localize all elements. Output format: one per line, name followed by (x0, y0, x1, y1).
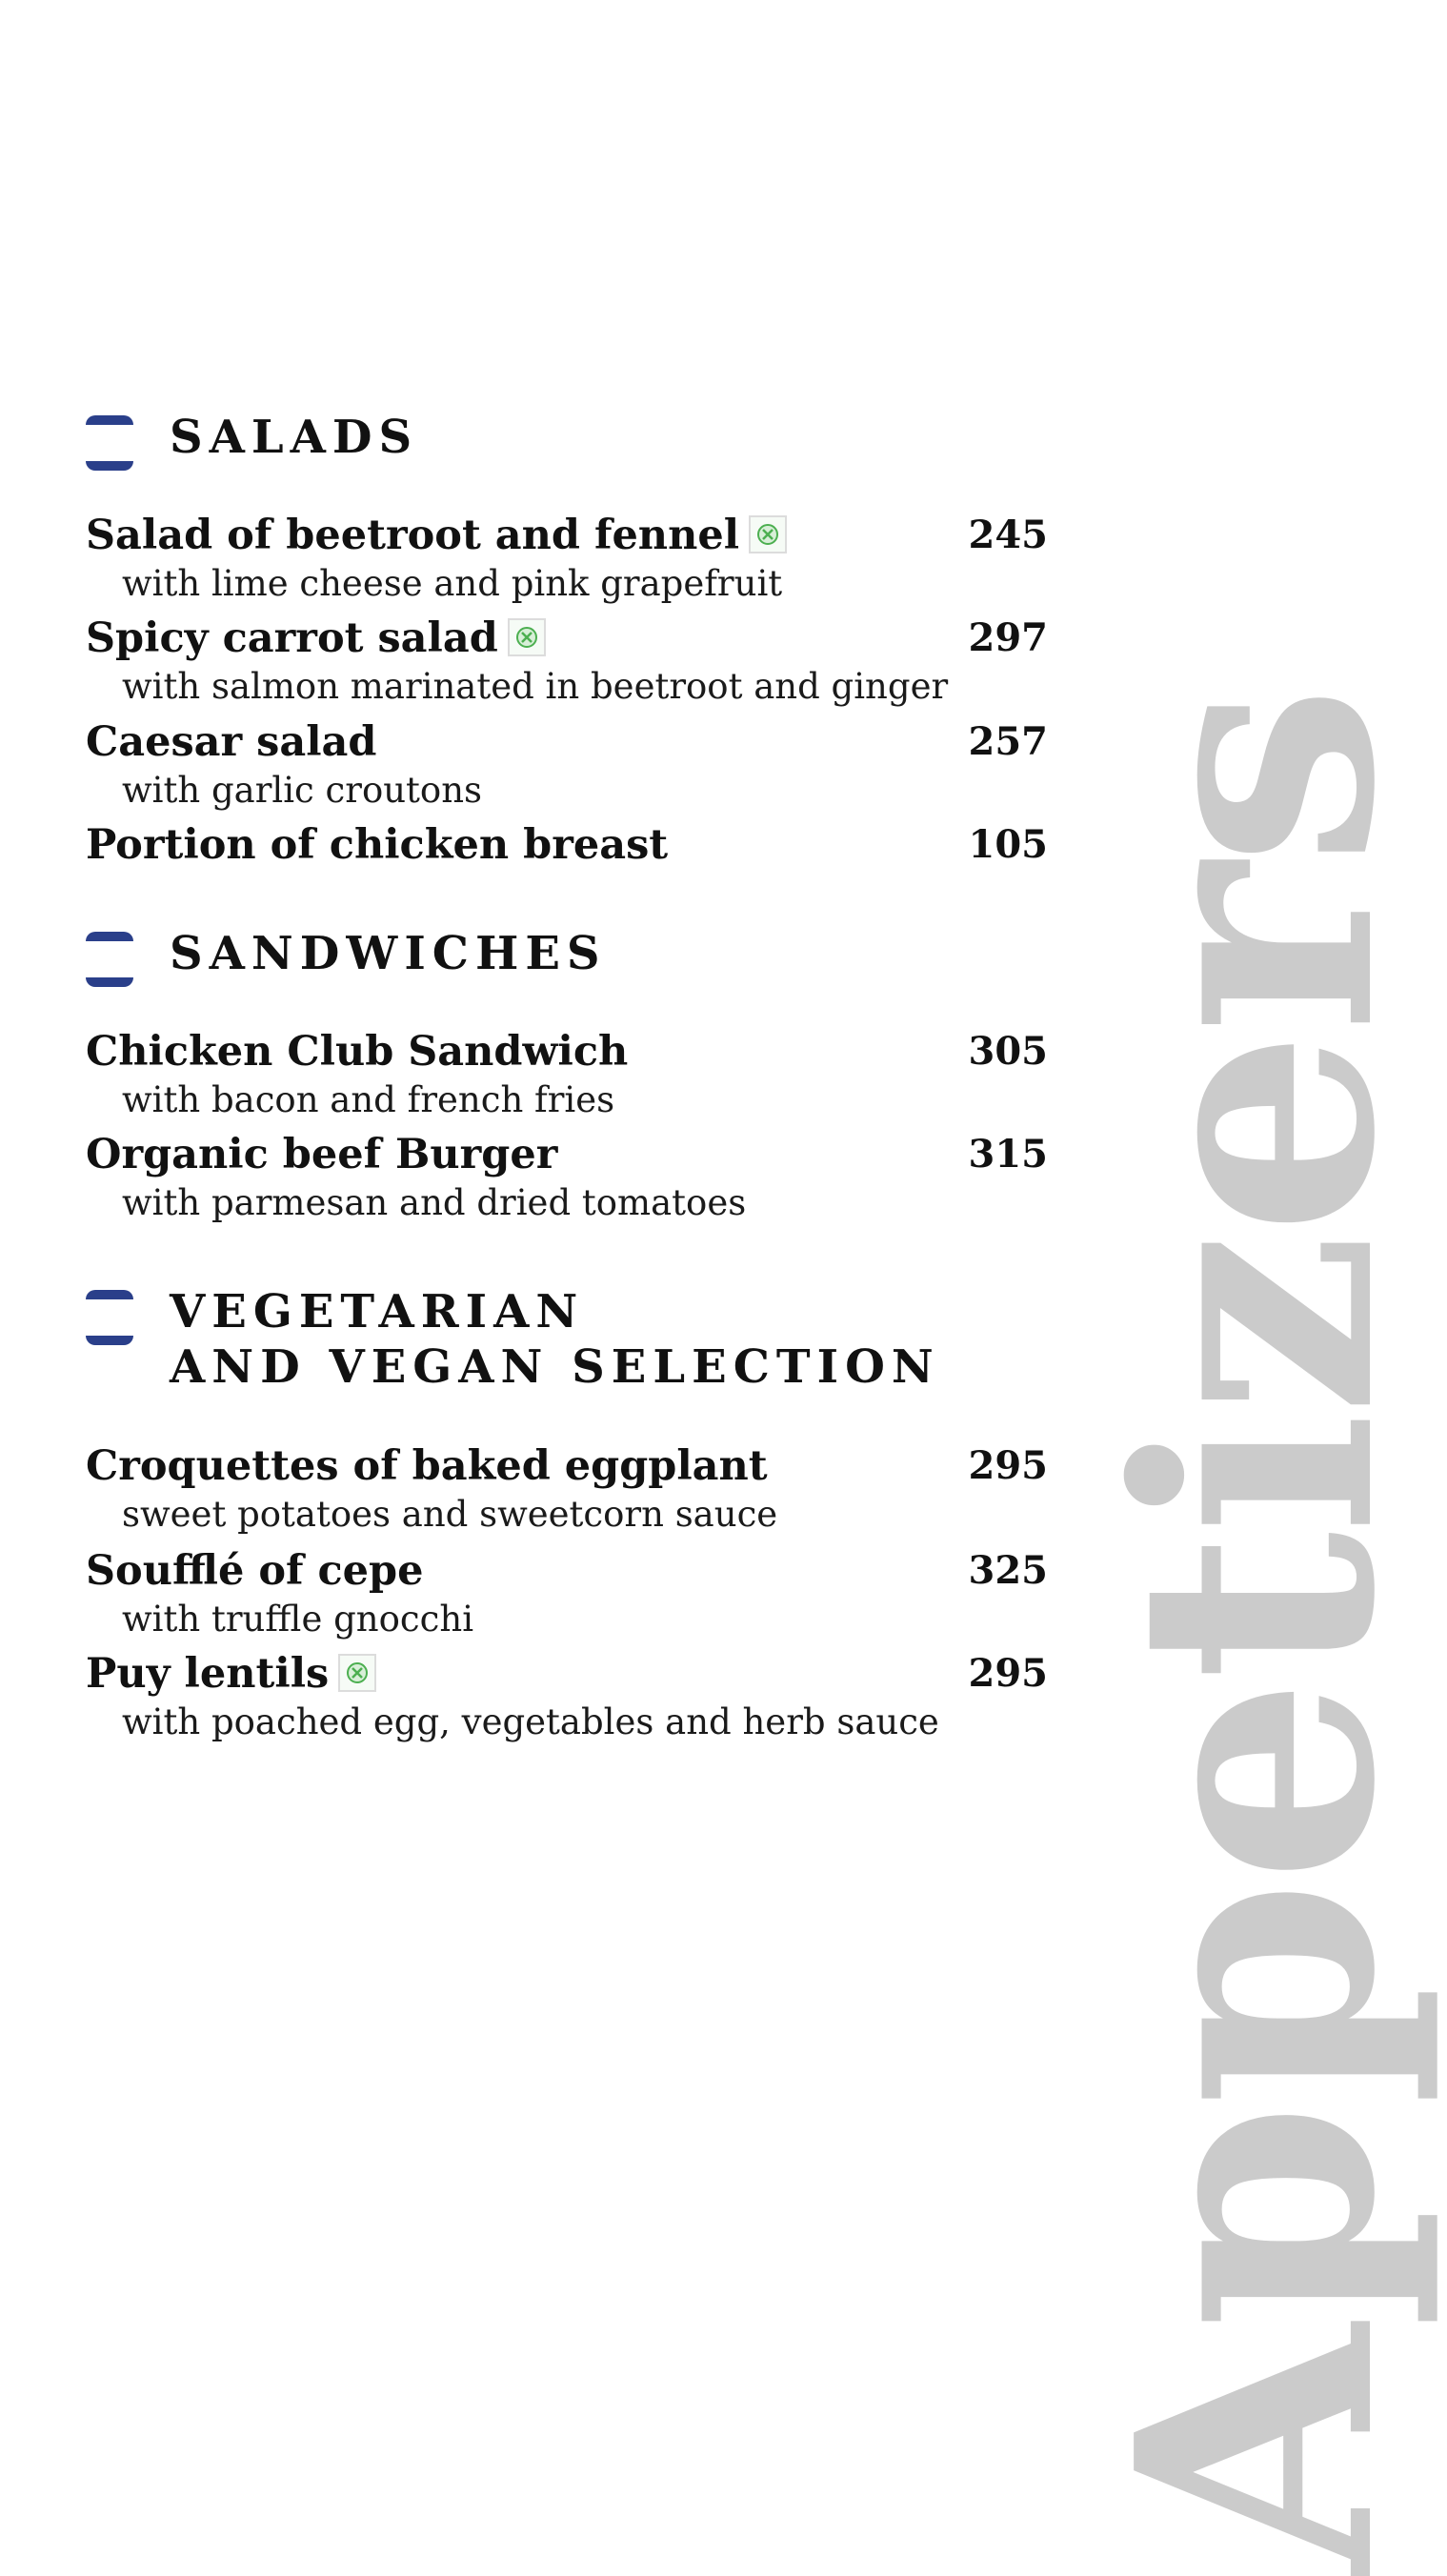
item-description: with salmon marinated in beetroot and ginger (122, 666, 949, 707)
item-name: Chicken Club Sandwich (86, 1028, 629, 1076)
item-description: with lime cheese and pink grapefruit (122, 563, 783, 604)
section-marker-icon (86, 932, 133, 989)
item-price: 295 (968, 1651, 1048, 1696)
item-name: Croquettes of baked eggplant (86, 1442, 768, 1490)
item-name: Organic beef Burger (86, 1131, 558, 1178)
item-price: 315 (968, 1132, 1048, 1177)
item-description: with bacon and french fries (122, 1079, 615, 1120)
item-price: 105 (968, 822, 1048, 867)
item-price: 297 (968, 615, 1048, 660)
section-marker-icon (86, 415, 133, 473)
vegetarian-icon (749, 515, 787, 553)
appetizers-watermark: Appetizers (1067, 688, 1447, 2576)
item-description: with poached egg, vegetables and herb sauce (122, 1701, 939, 1742)
item-name: Salad of beetroot and fennel (86, 512, 740, 559)
item-name: Soufflé of cepe (86, 1547, 424, 1595)
section-marker-icon (86, 1290, 133, 1347)
item-price: 295 (968, 1443, 1048, 1488)
item-price: 245 (968, 513, 1048, 557)
section-title-line2: AND VEGAN SELECTION (170, 1340, 940, 1394)
item-description: sweet potatoes and sweetcorn sauce (122, 1494, 778, 1535)
item-description: with truffle gnocchi (122, 1599, 474, 1640)
section-title-line1: VEGETARIAN (170, 1285, 585, 1338)
section-title: SANDWICHES (170, 927, 607, 980)
item-description: with garlic croutons (122, 770, 483, 811)
vegetarian-icon (508, 618, 546, 656)
section-title (170, 1284, 940, 1395)
item-name: Portion of chicken breast (86, 821, 669, 869)
section-title: SALADS (170, 411, 419, 464)
item-name: Puy lentils (86, 1650, 330, 1698)
item-price: 325 (968, 1548, 1048, 1593)
item-price: 257 (968, 719, 1048, 764)
item-name: Caesar salad (86, 718, 377, 766)
item-description: with parmesan and dried tomatoes (122, 1182, 747, 1223)
item-name: Spicy carrot salad (86, 614, 498, 662)
item-price: 305 (968, 1029, 1048, 1074)
vegetarian-icon (338, 1654, 376, 1692)
